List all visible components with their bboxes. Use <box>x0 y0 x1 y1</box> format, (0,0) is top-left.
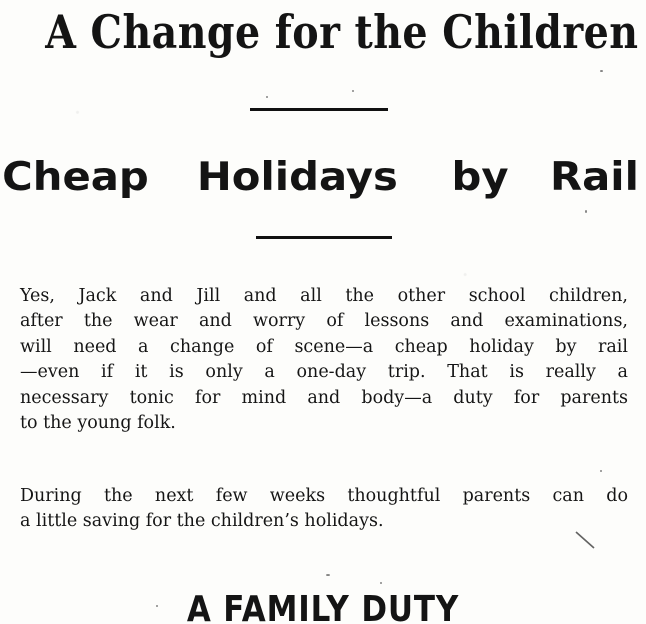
print-speck <box>585 210 587 213</box>
divider-rule-bottom <box>256 236 392 239</box>
divider-rule-top <box>250 108 388 111</box>
text-line: after the wear and worry of lessons and examinations, <box>20 311 628 332</box>
print-speck <box>600 470 602 472</box>
text-line: —even if it is only a one-day trip. That is really a <box>20 362 628 383</box>
subheadline <box>0 150 646 206</box>
paragraph-intro <box>20 284 628 436</box>
text-line: will need a change of scene—a cheap holiday by rail <box>20 336 628 357</box>
text-line: a little saving for the children’s holidays. <box>20 511 384 532</box>
print-speck <box>266 96 268 98</box>
print-speck <box>600 70 603 72</box>
subheadline-word: Holidays <box>196 155 398 200</box>
print-speck <box>352 90 354 92</box>
section-heading: A FAMILY DUTY <box>186 589 460 624</box>
subheadline-word: by <box>451 155 509 200</box>
subheadline-word: Rail <box>549 155 639 200</box>
print-speck <box>326 574 330 576</box>
paragraph-saving <box>20 484 628 535</box>
print-speck <box>156 605 158 607</box>
text-line: During the next few weeks thoughtful parents can do <box>20 486 628 506</box>
print-mark <box>574 530 598 550</box>
text-line: to the young folk. <box>20 412 176 433</box>
headline: A Change for the Children <box>45 5 639 59</box>
text-line: Yes, Jack and Jill and all the other school children, <box>20 286 628 306</box>
subheadline-word: Cheap <box>2 155 149 200</box>
print-speck <box>380 582 382 584</box>
text-line: necessary tonic for mind and body—a duty for parents <box>20 387 628 408</box>
